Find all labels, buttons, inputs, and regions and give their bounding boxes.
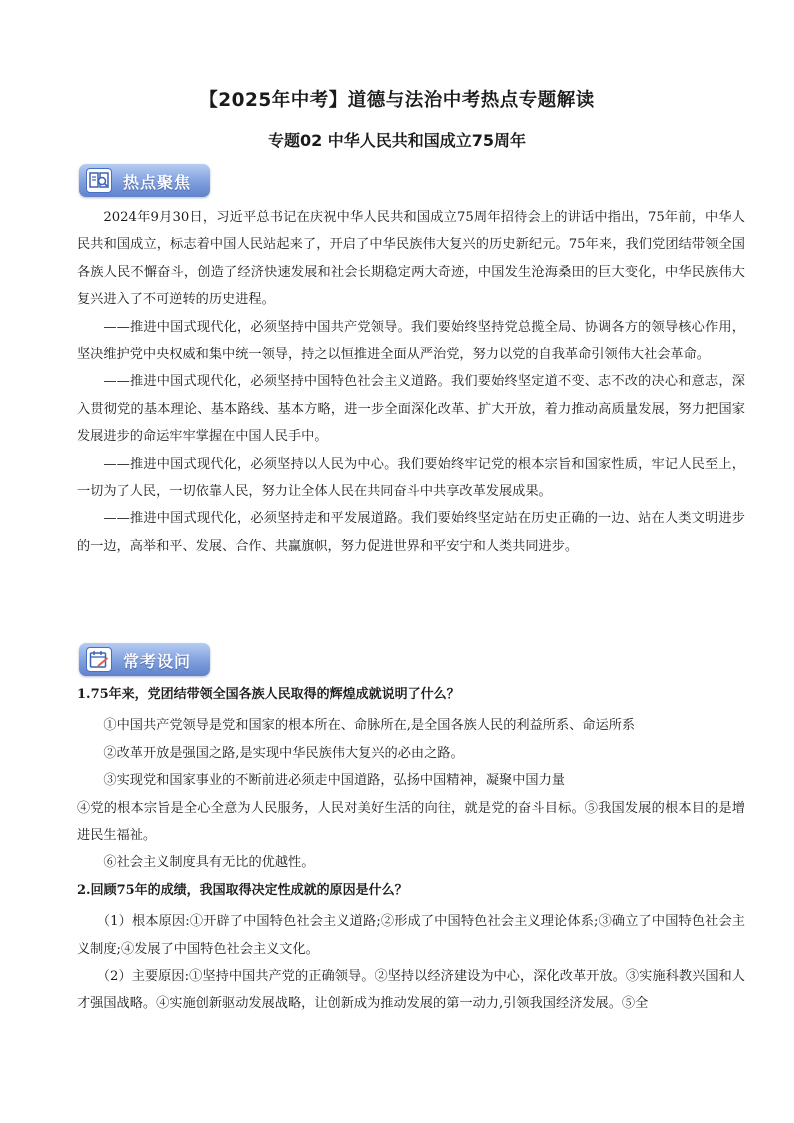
hotspot-content bbox=[77, 204, 745, 560]
question-2: 2.回顾75年的成绩，我国取得决定性成就的原因是什么？ bbox=[77, 882, 408, 898]
paragraph: ——推进中国式现代化，必须坚持以人民为中心。我们要始终牢记党的根本宗旨和国家性质，牢记人民至上，一切为了人民，一切依靠人民，努力让全体人民在共同奋斗中共享改革发展成果。 bbox=[77, 456, 745, 500]
answer-item: ①中国共产党领导是党和国家的根本所在、命脉所在,是全国各族人民的利益所系、命运所系 bbox=[103, 718, 636, 734]
book-search-icon bbox=[86, 168, 112, 193]
document-title: 【2025年中考】道德与法治中考热点专题解读 bbox=[199, 90, 595, 111]
document-subtitle: 专题02 中华人民共和国成立75周年 bbox=[267, 131, 527, 150]
calendar-pen-icon bbox=[86, 647, 112, 672]
answer-item: （2）主要原因:①坚持中国共产党的正确领导。②坚持以经济建设为中心，深化改革开放。③实施科教兴国和人才强国战略。④实施创新驱动发展战略，让创新成为推动发展的第一动力,引领我国经济发展。⑤全 bbox=[77, 969, 745, 1012]
answer-item: ④党的根本宗旨是全心全意为人民服务，人民对美好生活的向往，就是党的奋斗目标。⑤我国发展的根本目的是增进民生福祉。 bbox=[77, 800, 745, 844]
paragraph: 2024年9月30日，习近平总书记在庆祝中华人民共和国成立75周年招待会上的讲话中指出，75年前，中华人民共和国成立，标志着中国人民站起来了，开启了中华民族伟大复兴的历史新纪元。75年来，我们党团结带领全国各族人民不懈奋斗，创造了经济快速发展和社会长期稳定两大奇迹，中国发生沧海桑田的巨大变化，中华民族伟大复兴进入了不可逆转的历史进程。 bbox=[77, 210, 745, 308]
answer-item: ⑥社会主义制度具有无比的优越性。 bbox=[103, 855, 315, 871]
answer-item: ③实现党和国家事业的不断前进必须走中国道路，弘扬中国精神，凝聚中国力量 bbox=[103, 773, 565, 789]
section-badge-label: 热点聚焦 bbox=[123, 173, 192, 192]
answer-item: （1）根本原因:①开辟了中国特色社会主义道路;②形成了中国特色社会主义理论体系;③确立了中国特色社会主义制度;④发展了中国特色社会主义文化。 bbox=[77, 914, 745, 957]
section-badge-questions bbox=[79, 643, 210, 676]
paragraph: ——推进中国式现代化，必须坚持中国特色社会主义道路。我们要始终坚定道不变、志不改的决心和意志，深入贯彻党的基本理论、基本路线、基本方略，进一步全面深化改革、扩大开放，着力推动高质量发展，努力把国家发展进步的命运牢牢掌握在中国人民手中。 bbox=[77, 374, 745, 445]
paragraph: ——推进中国式现代化，必须坚持走和平发展道路。我们要始终坚定站在历史正确的一边、站在人类文明进步的一边，高举和平、发展、合作、共赢旗帜，努力促进世界和平安宁和人类共同进步。 bbox=[77, 511, 745, 554]
paragraph: ——推进中国式现代化，必须坚持中国共产党领导。我们要始终坚持党总揽全局、协调各方的领导核心作用，坚决维护党中央权威和集中统一领导，持之以恒推进全面从严治党，努力以党的自我革命引领伟大社会革命。 bbox=[77, 319, 745, 363]
section-badge-label: 常考设问 bbox=[123, 652, 192, 671]
section-badge-hotspot bbox=[79, 164, 210, 197]
questions-content bbox=[77, 681, 745, 1018]
question-1: 1.75年来，党团结带领全国各族人民取得的辉煌成就说明了什么？ bbox=[77, 687, 460, 702]
answer-item: ②改革开放是强国之路,是实现中华民族伟大复兴的必由之路。 bbox=[103, 745, 464, 761]
